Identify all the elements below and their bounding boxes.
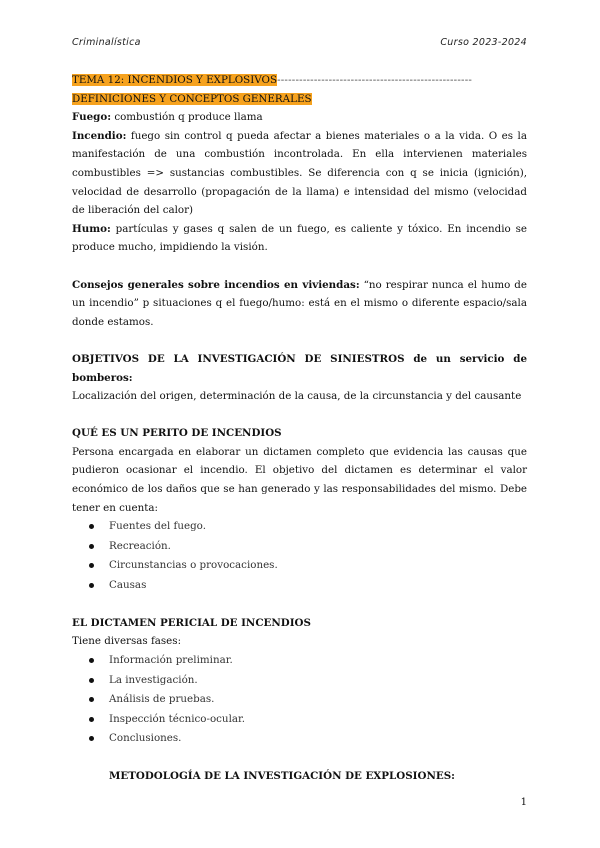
- list-item-label: Recreación.: [109, 539, 171, 552]
- list-item-label: Análisis de pruebas.: [109, 693, 215, 706]
- consejos-paragraph: [72, 276, 527, 332]
- section-subtitle: DEFINICIONES Y CONCEPTOS GENERALES: [72, 92, 312, 105]
- list-item: [72, 690, 527, 710]
- bullet-icon: [89, 736, 94, 741]
- dictamen-intro: Tiene diversas fases:: [72, 635, 182, 648]
- bullet-icon: [89, 544, 94, 549]
- metodologia-heading: [72, 767, 527, 786]
- perito-heading: [72, 424, 527, 443]
- list-item-label: Circunstancias o provocaciones.: [109, 559, 278, 572]
- dictamen-list: [72, 651, 527, 749]
- metodologia-heading-text: METODOLOGÍA DE LA INVESTIGACIÓN DE EXPLOSIONES:: [109, 770, 455, 783]
- bullet-icon: [89, 678, 94, 683]
- title-dashes: -----------------------------------------------------: [277, 74, 473, 86]
- objetivos-text: Localización del origen, determinación de la causa, de la circunstancia y del causante: [72, 390, 522, 403]
- fuego-term: Fuego:: [72, 111, 112, 124]
- page-number: 1: [520, 797, 527, 808]
- bullet-icon: [89, 658, 94, 663]
- list-item-label: Información preliminar.: [109, 654, 233, 667]
- list-item: [72, 671, 527, 691]
- list-item: [72, 517, 527, 537]
- topic-title-line: [72, 71, 527, 90]
- list-item: [72, 729, 527, 749]
- perito-list: [72, 517, 527, 595]
- incendio-text: fuego sin control q pueda afectar a bienes materiales o a la vida. O es la manifestación de una combustión incontrolada. En ella intervienen materiales combustibles => sustancias combustibles. Se diferencia con q se inicia (ignición), velocidad de desarrollo (propagación de la llama) e intensidad del mismo (velocidad de liberación del calor): [72, 129, 527, 217]
- page-content: [72, 71, 527, 786]
- objetivos-term: OBJETIVOS DE LA INVESTIGACIÓN DE SINIESTROS de un servicio de bomberos:: [72, 352, 527, 384]
- definition-incendio: [72, 127, 527, 220]
- header-subject: Criminalística: [72, 37, 141, 48]
- humo-text: partículas y gases q salen de un fuego, es caliente y tóxico. En incendio se produce mucho, impidiendo la visión.: [72, 222, 527, 254]
- dictamen-heading: [72, 614, 527, 633]
- list-item: [72, 710, 527, 730]
- fuego-text: combustión q produce llama: [111, 111, 263, 124]
- dictamen-heading-text: EL DICTAMEN PERICIAL DE INCENDIOS: [72, 616, 311, 629]
- definition-humo: [72, 220, 527, 257]
- list-item: [72, 576, 527, 596]
- bullet-icon: [89, 563, 94, 568]
- list-item: [72, 651, 527, 671]
- incendio-term: Incendio:: [72, 129, 127, 142]
- list-item-label: Inspección técnico-ocular.: [109, 712, 246, 725]
- header-course: Curso 2023-2024: [440, 37, 527, 48]
- list-item: [72, 556, 527, 576]
- consejos-term: Consejos generales sobre incendios en viviendas:: [72, 278, 360, 291]
- bullet-icon: [89, 697, 94, 702]
- list-item-label: Fuentes del fuego.: [109, 520, 206, 533]
- bullet-icon: [89, 717, 94, 722]
- list-item: [72, 537, 527, 557]
- definition-fuego: [72, 108, 527, 127]
- topic-title: TEMA 12: INCENDIOS Y EXPLOSIVOS: [72, 74, 278, 86]
- perito-text: Persona encargada en elaborar un dictamen completo que evidencia las causas que pudieron ocasionar el incendio. El objetivo del dictamen es determinar el valor económico de los daños que se han generado y las responsabilidades del mismo. Debe tener en cuenta:: [72, 445, 527, 514]
- objetivos-heading: [72, 350, 527, 387]
- list-item-label: Conclusiones.: [109, 732, 182, 745]
- perito-heading-text: QUÉ ES UN PERITO DE INCENDIOS: [72, 427, 282, 440]
- bullet-icon: [89, 524, 94, 529]
- consejos-text: “no respirar nunca el humo de un incendio” p situaciones q el fuego/humo: está en el mismo o diferente espacio/sala donde estamos.: [72, 278, 527, 328]
- bullet-icon: [89, 583, 94, 588]
- humo-term: Humo:: [72, 222, 111, 235]
- list-item-label: La investigación.: [109, 673, 198, 686]
- list-item-label: Causas: [109, 578, 147, 591]
- section-subtitle-line: [72, 90, 527, 109]
